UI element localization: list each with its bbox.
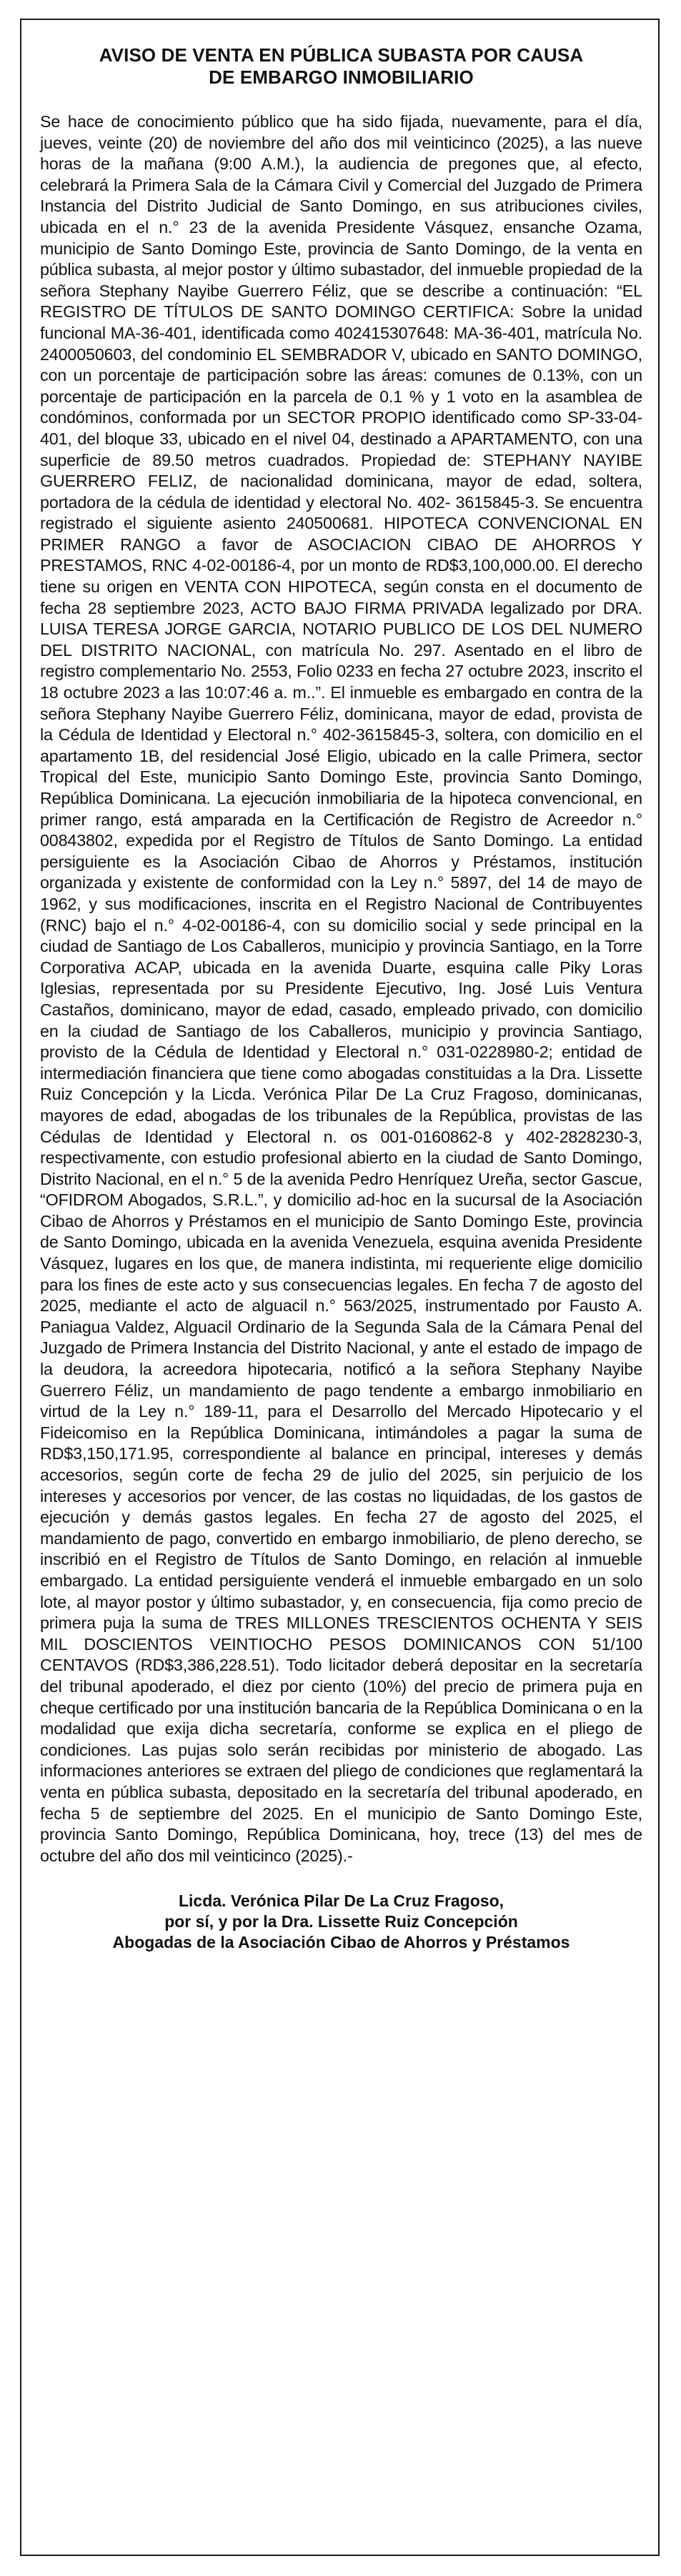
signature-line-2: por sí, y por la Dra. Lissette Ruiz Concepción [164,1912,518,1931]
notice-body: Se hace de conocimiento público que ha sido fijada, nuevamente, para el día, jueves, veinte (20) de noviembre del año dos mil veinticinco (2025), a las nueve horas de la mañana (9:00 A.M.), la audiencia de pregones que, al efecto, celebrará la Primera Sala de la Cámara Civil y Comercial del Juzgado de Primera Instancia del Distrito Judicial de Santo Domingo, en sus atribuciones civiles, ubicada en el n.° 23 de la avenida Presidente Vásquez, ensanche Ozama, municipio de Santo Domingo Este, provincia de Santo Domingo, de la venta en pública subasta, al mejor postor y último subastador, del inmueble propiedad de la señora Stephany Nayibe Guerrero Féliz, que se describe a continuación: “EL REGISTRO DE TÍTULOS DE SANTO DOMINGO CERTIFICA: Sobre la unidad funcional MA-36-401, identificada como 402415307648: MA-36-401, matrícula No. 2400050603, del condominio EL SEMBRADOR V, ubicado en SANTO DOMINGO, con un porcentaje de participación sobre las áreas: comunes de 0.13%, con un porcentaje de participación en la parcela de 0.1 % y 1 voto en la asamblea de condóminos, conformada por un SECTOR PROPIO identificado como SP-33-04-401, del bloque 33, ubicado en el nivel 04, destinado a APARTAMENTO, con una superficie de 89.50 metros cuadrados. Propiedad de: STEPHANY NAYIBE GUERRERO FELIZ, de nacionalidad dominicana, mayor de edad, soltera, portadora de la cédula de identidad y electoral No. 402- 3615845-3. Se encuentra registrado el siguiente asiento 240500681. HIPOTECA CONVENCIONAL EN PRIMER RANGO a favor de ASOCIACION CIBAO DE AHORROS Y PRESTAMOS, RNC 4-02-00186-4, por un monto de RD$3,100,000.00. El derecho tiene su origen en VENTA CON HIPOTECA, según consta en el documento de fecha 28 septiembre 2023, ACTO BAJO FIRMA PRIVADA legalizado por DRA. LUISA TERESA JORGE GARCIA, NOTARIO PUBLICO DE LOS DEL NUMERO DEL DISTRITO NACIONAL, con matrícula No. 297. Asentado en el libro de registro complementario No. 2553, Folio 0233 en fecha 27 octubre 2023, inscrito el 18 octubre 2023 a las 10:07:46 a. m..”. El inmueble es embargado en contra de la señora Stephany Nayibe Guerrero Féliz, dominicana, mayor de edad, provista de la Cédula de Identidad y Electoral n.° 402-3615845-3, soltera, con domicilio en el apartamento 1B, del residencial José Eligio, ubicado en la calle Primera, sector Tropical del Este, municipio Santo Domingo Este, provincia Santo Domingo, República Dominicana. La ejecución inmobiliaria de la hipoteca convencional, en primer rango, está amparada en la Certificación de Registro de Acreedor n.° 00843802, expedida por el Registro de Títulos de Santo Domingo. La entidad persiguiente es la Asociación Cibao de Ahorros y Préstamos, institución organizada y existente de conformidad con la Ley n.° 5897, del 14 de mayo de 1962, y sus modificaciones, inscrita en el Registro Nacional de Contribuyentes (RNC) bajo el n.° 4-02-00186-4, con su domicilio social y sede principal en la ciudad de Santiago de Los Caballeros, municipio y provincia Santiago, en la Torre Corporativa ACAP, ubicada en la avenida Duarte, esquina calle Piky Loras Iglesias, representada por su Presidente Ejecutivo, Ing. José Luis Ventura Castaños, dominicano, mayor de edad, casado, empleado privado, con domicilio en la ciudad de Santiago de los Caballeros, municipio y provincia Santiago, provisto de la Cédula de Identidad y Electoral n.° 031-0228980-2; entidad de intermediación financiera que tiene como abogadas constituidas a la Dra. Lissette Ruiz Concepción y la Licda. Verónica Pilar De La Cruz Fragoso, dominicanas, mayores de edad, abogadas de los tribunales de la República, provistas de las Cédulas de Identidad y Electoral n. os 001-0160862-8 y 402-2828230-3, respectivamente, con estudio profesional abierto en la ciudad de Santo Domingo, Distrito Nacional, en el n.° 5 de la avenida Pedro Henríquez Ureña, sector Gascue, “OFIDROM Abogados, S.R.L.”, y domicilio ad-hoc en la sucursal de la Asociación Cibao de Ahorros y Préstamos en el municipio de Santo Domingo Este, provincia de Santo Domingo, ubicada en la avenida Venezuela, esquina avenida Presidente Vásquez, lugares en los que, de manera indistinta, mi requeriente elige domicilio para los fines de este acto y sus consecuencias legales. En fecha 7 de agosto del 2025, mediante el acto de alguacil n.° 563/2025, instrumentado por Fausto A. Paniagua Valdez, Alguacil Ordinario de la Segunda Sala de la Cámara Penal del Juzgado de Primera Instancia del Distrito Nacional, y ante el estado de impago de la deudora, la acreedora hipotecaria, notificó a la señora Stephany Nayibe Guerrero Féliz, un mandamiento de pago tendente a embargo inmobiliario en virtud de la Ley n.° 189-11, para el Desarrollo del Mercado Hipotecario y el Fideicomiso en la República Dominicana, intimándoles a pagar la suma de RD$3,150,171.95, correspondiente al balance en principal, intereses y demás accesorios, según corte de fecha 29 de julio del 2025, sin perjuicio de los intereses y accesorios por vencer, de las costas no liquidadas, de los gastos de ejecución y demás gastos legales. En fecha 27 de agosto del 2025, el mandamiento de pago, convertido en embargo inmobiliario, de pleno derecho, se inscribió en el Registro de Títulos de Santo Domingo, en relación al inmueble embargado. La entidad persiguiente venderá el inmueble embargado en un solo lote, al mayor postor y último subastador, y, en consecuencia, fija como precio de primera puja la suma de TRES MILLONES TRESCIENTOS OCHENTA Y SEIS MIL DOSCIENTOS VEINTIOCHO PESOS DOMINICANOS CON 51/100 CENTAVOS (RD$3,386,228.51). Todo licitador deberá depositar en la secretaría del tribunal apoderado, el diez por ciento (10%) del precio de primera puja en cheque certificado por una institución bancaria de la República Dominicana o en la modalidad que exija dicha secretaría, conforme se explica en el pliego de condiciones. Las pujas solo serán recibidas por ministerio de abogado. Las informaciones anteriores se extraen del pliego de condiciones que reglamentará la venta en pública subasta, depositado en la secretaría del tribunal apoderado, en fecha 5 de septiembre del 2025. En el municipio de Santo Domingo Este, provincia Santo Domingo, República Dominicana, hoy, trece (13) del mes de octubre del año dos mil veinticinco (2025).- [40,112,642,1865]
signature-line-1: Licda. Verónica Pilar De La Cruz Fragoso, [178,1891,504,1911]
notice-title [40,44,642,89]
notice-title-line-1: AVISO DE VENTA EN PÚBLICA SUBASTA POR CAUSA [99,44,584,66]
legal-notice [40,44,642,1953]
signature-block [40,1891,642,1953]
signature-line-3: Abogadas de la Asociación Cibao de Ahorros y Préstamos [112,1933,570,1952]
notice-title-line-2: DE EMBARGO INMOBILIARIO [209,66,474,88]
